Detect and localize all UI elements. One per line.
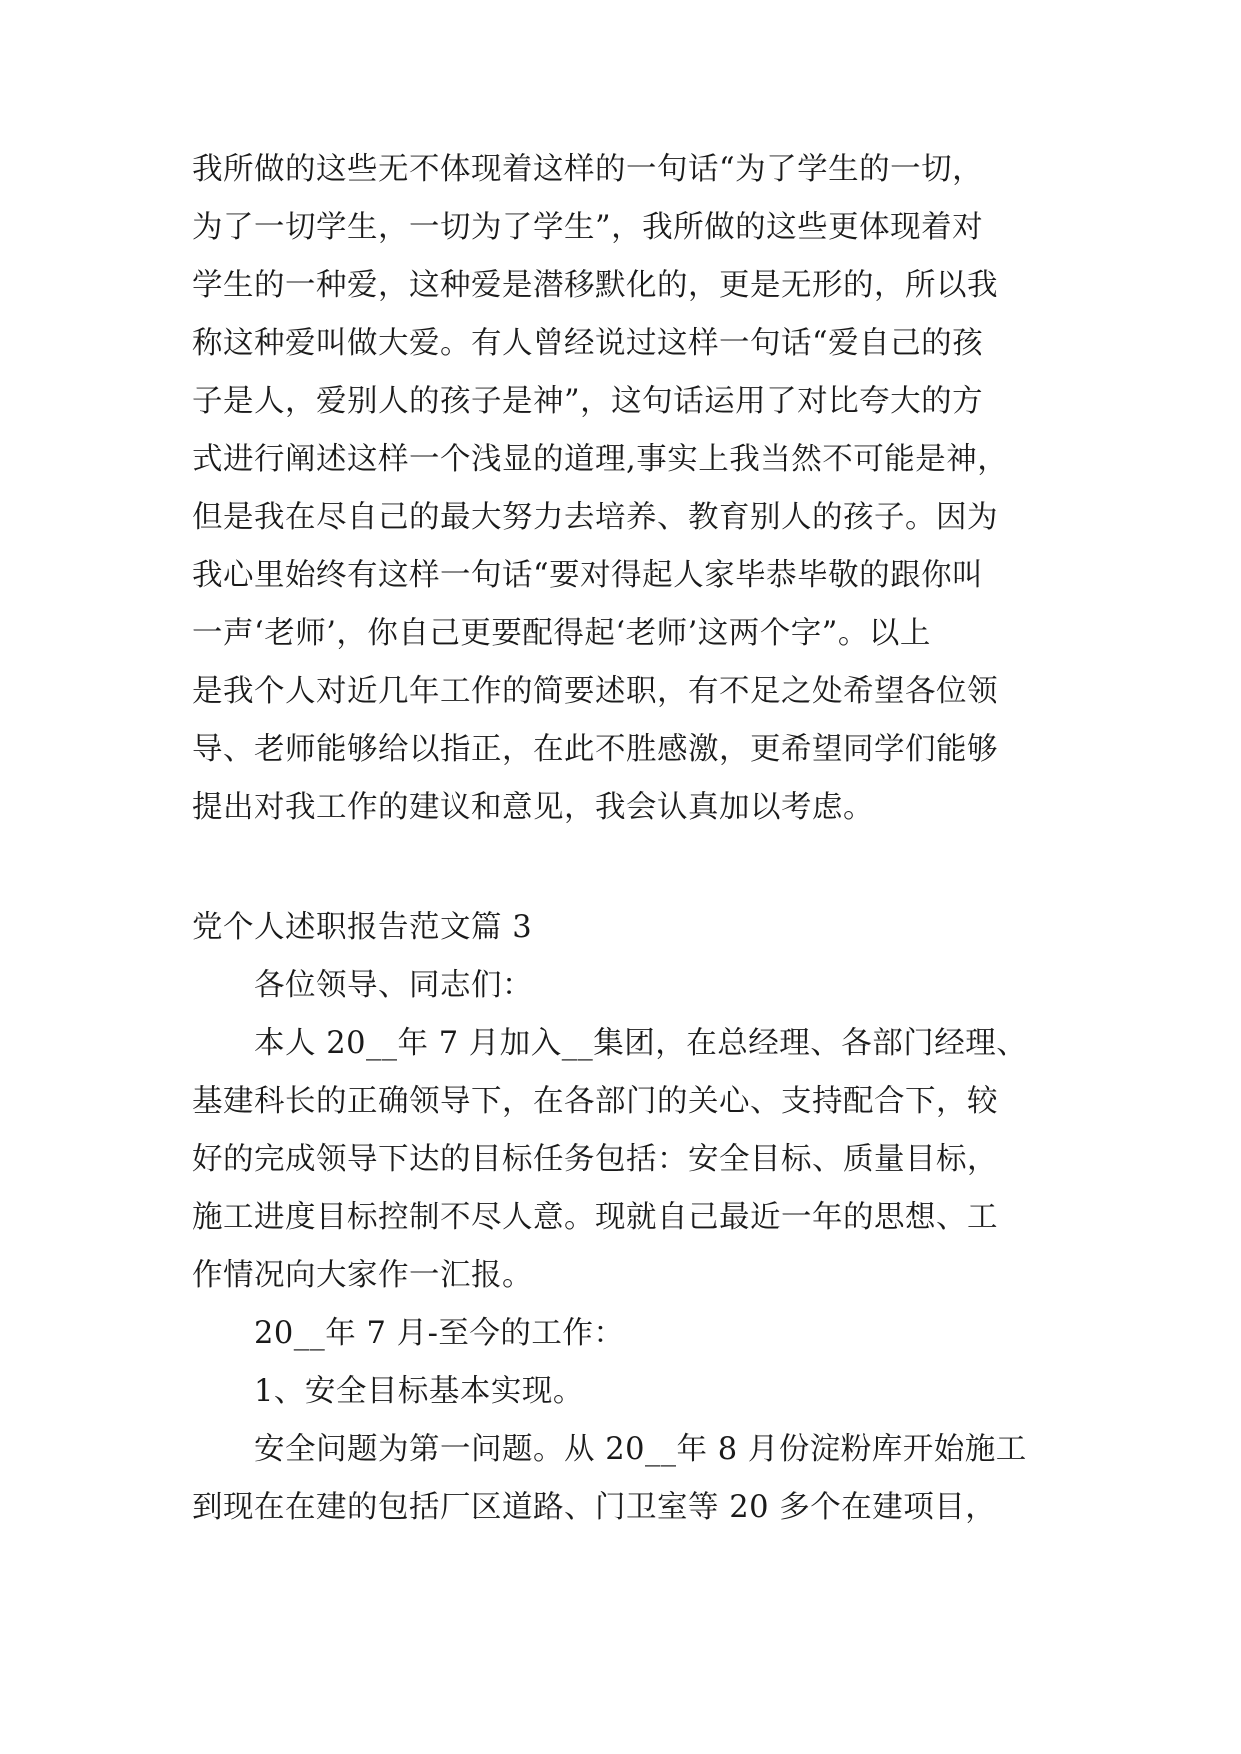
list-item-1: 1、安全目标基本实现。 xyxy=(254,1374,584,1409)
paragraph-line: 我所做的这些无不体现着这样的一句话“为了学生的一切， xyxy=(192,152,984,187)
safety-line: 安全问题为第一问题。从 20__年 8 月份淀粉库开始施工 xyxy=(254,1432,1027,1467)
intro-line: 施工进度目标控制不尽人意。现就自己最近一年的思想、工 xyxy=(192,1200,998,1235)
paragraph-line: 一声‘老师’，你自己更要配得起‘老师’这两个字”。以上 xyxy=(192,616,931,651)
work-heading: 20__年 7 月-至今的工作： xyxy=(254,1316,625,1351)
intro-line: 好的完成领导下达的目标任务包括：安全目标、质量目标， xyxy=(192,1142,998,1177)
paragraph-line: 但是我在尽自己的最大努力去培养、教育别人的孩子。因为 xyxy=(192,500,998,535)
paragraph-line: 子是人，爱别人的孩子是神”，这句话运用了对比夸大的方 xyxy=(192,384,984,419)
safety-line: 到现在在建的包括厂区道路、门卫室等 20 多个在建项目， xyxy=(192,1490,997,1525)
intro-line: 本人 20__年 7 月加入__集团，在总经理、各部门经理、 xyxy=(254,1026,1028,1061)
paragraph-line: 我心里始终有这样一句话“要对得起人家毕恭毕敬的跟你叫 xyxy=(192,558,984,593)
intro-line: 基建科长的正确领导下，在各部门的关心、支持配合下，较 xyxy=(192,1084,998,1119)
paragraph-line: 式进行阐述这样一个浅显的道理,事实上我当然不可能是神， xyxy=(192,442,1009,477)
paragraph-line: 提出对我工作的建议和意见，我会认真加以考虑。 xyxy=(192,790,874,825)
greeting: 各位领导、同志们： xyxy=(254,968,533,1003)
paragraph-line: 是我个人对近几年工作的简要述职，有不足之处希望各位领 xyxy=(192,674,998,709)
paragraph-line: 导、老师能够给以指正，在此不胜感激，更希望同学们能够 xyxy=(192,732,998,767)
paragraph-line: 学生的一种爱，这种爱是潜移默化的，更是无形的，所以我 xyxy=(192,268,998,303)
section-title: 党个人述职报告范文篇 3 xyxy=(192,910,533,945)
paragraph-line: 为了一切学生，一切为了学生”，我所做的这些更体现着对 xyxy=(192,210,984,245)
paragraph-line: 称这种爱叫做大爱。有人曾经说过这样一句话“爱自己的孩 xyxy=(192,326,984,361)
intro-line: 作情况向大家作一汇报。 xyxy=(192,1258,533,1293)
